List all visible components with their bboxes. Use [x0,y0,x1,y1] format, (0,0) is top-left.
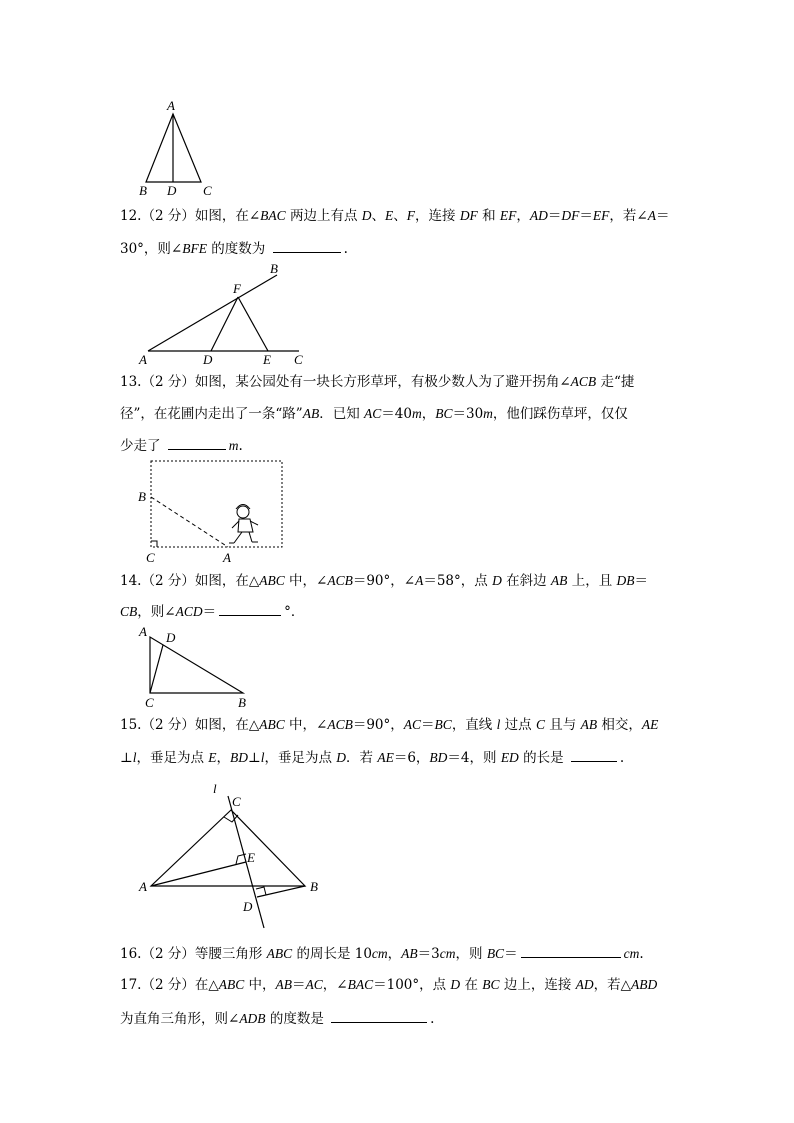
q13-label-c: C [146,550,155,565]
q13-question-line-2: 径”，在花圃内走出了一条“路”AB．已知 AC＝40m，BC＝30m，他们踩伤草坪，仅仅 [120,406,628,422]
q14-question-line-1: 14.（2 分）如图，在△ABC 中，∠ACB＝90°，∠A＝58°，点 D 在斜边 AB 上，且 DB＝ [120,573,649,589]
q13-label-a: A [223,550,231,565]
q15-triangle-figure [151,796,305,928]
q12-label-d: D [203,352,213,367]
q11-label-b: B [139,183,147,198]
q12-label-b: B [270,261,278,276]
answer-blank[interactable] [273,240,341,253]
q12-angle-figure [148,275,299,351]
q12-label-a: A [139,352,147,367]
q14-label-a: A [139,624,147,639]
q15-label-c: C [232,794,241,809]
q13-label-b: B [138,489,146,504]
q16-question-line: 16.（2 分）等腰三角形 ABC 的周长是 10cm，AB＝3cm，则 BC＝ cm. [120,946,644,962]
q15-label-b: B [310,879,318,894]
q15-label-a: A [139,879,147,894]
q17-question-line-2: 为直角三角形，则∠ADB 的度数是 . [120,1011,435,1027]
q13-question-line-1: 13.（2 分）如图，某公园处有一块长方形草坪，有极少数人为了避开拐角∠ACB 走“捷 [120,374,635,390]
answer-blank[interactable] [331,1010,427,1023]
q11-label-d: D [167,183,177,198]
q12-label-c: C [294,352,303,367]
q12-label-f: F [233,281,241,296]
q14-label-b: B [238,695,246,710]
q12-question-line-1: 12.（2 分）如图，在∠BAC 两边上有点 D、E、F，连接 DF 和 EF，AD＝DF＝EF，若∠A＝ [120,208,670,224]
answer-blank[interactable] [521,945,621,958]
q14-label-c: C [145,695,154,710]
answer-blank[interactable] [168,437,226,450]
q15-question-line-2: ⊥l，垂足为点 E，BD⊥l，垂足为点 D．若 AE＝6，BD＝4，则 ED 的长是 . [120,750,625,766]
q13-question-line-3: 少走了 m. [120,438,243,454]
q17-question-line-1: 17.（2 分）在△ABC 中，AB＝AC，∠BAC＝100°，点 D 在 BC 边上，连接 AD，若△ABD [120,977,658,993]
q11-label-a: A [167,98,175,113]
q15-label-d: D [243,899,253,914]
q11-triangle-figure [146,114,201,182]
q15-label-l: l [213,781,217,796]
q15-question-line-1: 15.（2 分）如图，在△ABC 中，∠ACB＝90°，AC＝BC，直线 l 过点 C 且与 AB 相交，AE [120,717,659,733]
q14-label-d: D [166,630,176,645]
q14-question-line-2: CB，则∠ACD＝ °． [120,604,305,620]
q13-lawn-figure [151,461,282,547]
q15-label-e: E [247,850,255,865]
walking-person-icon [229,505,258,544]
q12-question-line-2: 30°，则∠BFE 的度数为 . [120,241,348,257]
q12-label-e: E [263,352,271,367]
answer-blank[interactable] [571,749,617,762]
answer-blank[interactable] [219,603,281,616]
q14-triangle-figure [150,637,243,693]
q11-label-c: C [203,183,212,198]
